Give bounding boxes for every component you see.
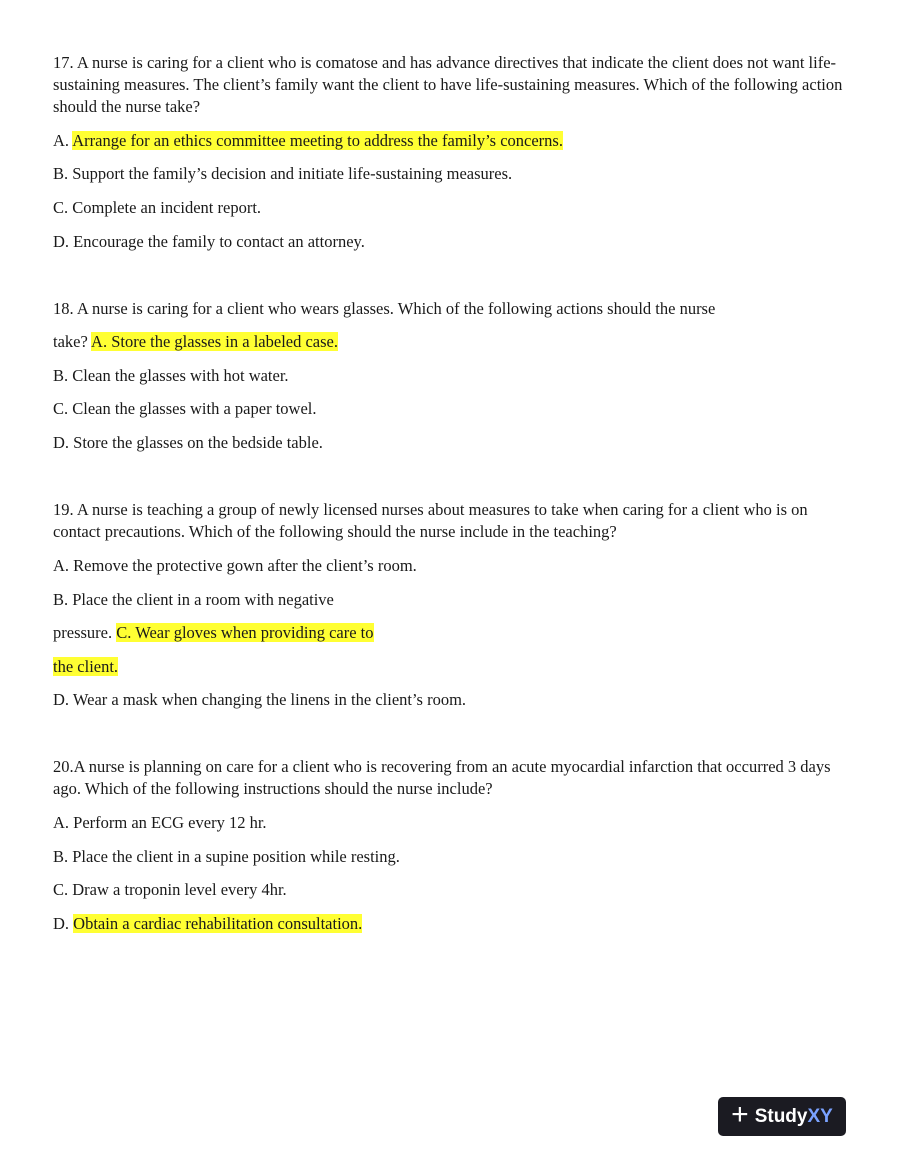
question-18-option-d: D. Store the glasses on the bedside table. — [53, 433, 323, 452]
question-20-option-a: A. Perform an ECG every 12 hr. — [53, 813, 267, 832]
question-18-stem: 18. A nurse is caring for a client who wears glasses. Which of the following actions should the nurse — [53, 299, 716, 318]
question-18-option-b: B. Clean the glasses with hot water. — [53, 366, 289, 385]
question-18-option-a — [53, 331, 850, 353]
question-17-stem: 17. A nurse is caring for a client who is comatose and has advance directives that indicate the client does not want life-sustaining measures. The client’s family want the client to have life-sustaining measures. Which of the following action should the nurse take? — [53, 53, 843, 116]
question-20-option-b: B. Place the client in a supine position while resting. — [53, 847, 400, 866]
highlighted-answer: the client. — [53, 657, 119, 676]
question-19-option-a: A. Remove the protective gown after the client’s room. — [53, 556, 417, 575]
question-19-option-b: B. Place the client in a room with negative — [53, 590, 334, 609]
question-20-option-d — [53, 913, 850, 935]
question-18-option-c: C. Clean the glasses with a paper towel. — [53, 399, 317, 418]
question-19-stem: 19. A nurse is teaching a group of newly licensed nurses about measures to take when caring for a client who is on contact precautions. Which of the following should the nurse include in the teaching? — [53, 500, 808, 541]
studyxy-logo[interactable] — [718, 1097, 846, 1136]
option-prefix: A. — [53, 131, 73, 150]
option-b-continuation: pressure. — [53, 623, 117, 642]
question-19-option-d: D. Wear a mask when changing the linens in the client’s room. — [53, 690, 467, 709]
logo-brand-accent: XY — [807, 1105, 833, 1127]
plus-icon: + — [731, 1098, 749, 1131]
question-20-option-c: C. Draw a troponin level every 4hr. — [53, 880, 287, 899]
question-19-option-c-continued — [53, 656, 850, 678]
question-17-option-c: C. Complete an incident report. — [53, 198, 262, 217]
stem-continuation: take? — [53, 332, 92, 351]
highlighted-answer: Obtain a cardiac rehabilitation consultation. — [73, 914, 363, 933]
option-prefix: D. — [53, 914, 74, 933]
highlighted-answer: Arrange for an ethics committee meeting to address the family’s concerns. — [72, 131, 563, 150]
question-19-option-c — [53, 622, 850, 644]
question-17-option-b: B. Support the family’s decision and initiate life-sustaining measures. — [53, 164, 513, 183]
highlighted-answer: A. Store the glasses in a labeled case. — [91, 332, 338, 351]
logo-brand: Study — [754, 1105, 808, 1127]
highlighted-answer: C. Wear gloves when providing care to — [116, 623, 374, 642]
question-17-option-d: D. Encourage the family to contact an attorney. — [53, 232, 365, 251]
question-20-stem: 20.A nurse is planning on care for a client who is recovering from an acute myocardial infarction that occurred 3 days ago. Which of the following instructions should the nurse include? — [53, 757, 831, 798]
question-17-option-a — [53, 130, 850, 152]
